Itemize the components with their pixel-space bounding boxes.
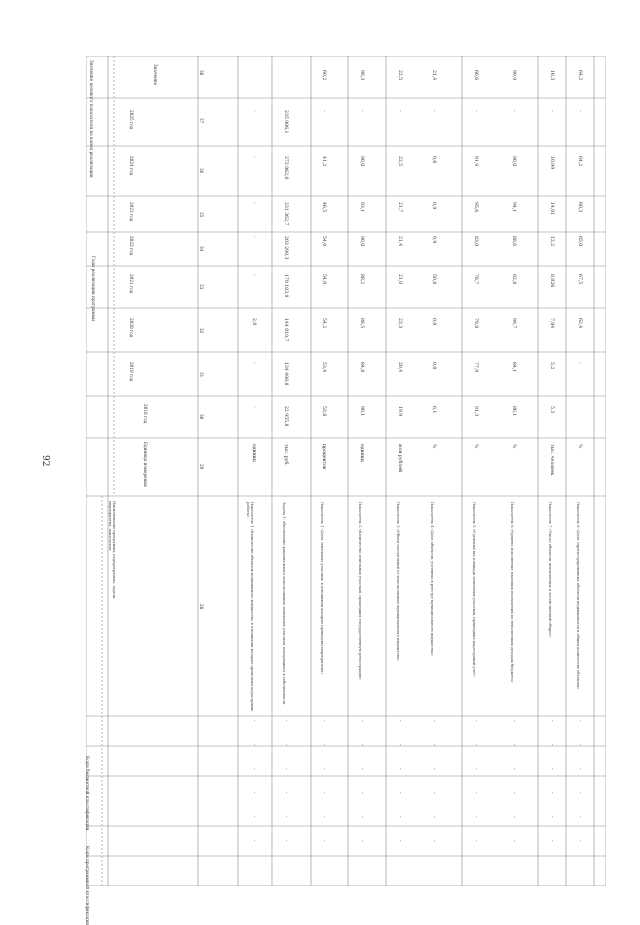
code-cell: -: [431, 744, 436, 746]
code-cell: -: [577, 792, 582, 794]
code-cell: -: [359, 840, 364, 842]
year-header: 2021 год: [129, 274, 134, 294]
year-value-cell: 235 906,1: [283, 110, 288, 134]
year-2018-cell: 5,3: [549, 406, 554, 414]
target-value-cell: 16,3: [549, 70, 554, 81]
code-cell: -: [431, 720, 436, 722]
table-grid: [86, 56, 606, 886]
code-cell: -: [577, 720, 582, 722]
year-value-cell: -: [549, 110, 554, 112]
year-value-cell: 83,0: [473, 236, 478, 247]
program-table: [85, 56, 606, 925]
year-value-cell: 0,9: [431, 236, 436, 244]
code-cell: -: [577, 840, 582, 842]
col-number: 36: [199, 168, 204, 174]
year-value-cell: 134 498,8: [283, 362, 288, 386]
code-cell: -: [473, 720, 478, 722]
year-2018-cell: 6,1: [431, 406, 436, 414]
year-value-cell: -: [359, 110, 364, 112]
unit-cell: единиц: [359, 444, 364, 462]
year-value-cell: 90,0: [359, 156, 364, 167]
page-number: 92: [40, 455, 50, 467]
year-value-cell: -: [577, 362, 582, 364]
code-cell: -: [511, 840, 516, 842]
years-group-header: Годы реализации программы: [91, 256, 96, 322]
code-cell: -: [251, 840, 256, 842]
year-2018-cell: 91,3: [473, 406, 478, 417]
target-value-cell: 66,6: [473, 70, 478, 81]
code-cell: -: [397, 840, 402, 842]
col-number: 30: [199, 414, 204, 420]
col-number: 37: [199, 118, 204, 124]
year-value-cell: -: [251, 236, 256, 238]
indicator-name-cell: Задача 1: обеспечение рационального использования земельных участков, находящихся в собственности: [282, 502, 286, 705]
col-number: 33: [199, 284, 204, 290]
code-cell: -: [283, 744, 288, 746]
year-value-cell: 21,4: [397, 236, 402, 247]
year-value-cell: 22,5: [397, 156, 402, 167]
indicator-name-cell: Показатель 1 «Доля земельных участков, в отношении которых проведены мероприятия»: [320, 502, 324, 675]
code-cell: -: [549, 816, 554, 818]
code-cell: -: [251, 744, 256, 746]
col-number: 29: [199, 464, 204, 470]
code-cell: -: [251, 816, 256, 818]
target-block-header: Значение целевого показателя на конец реализации: [89, 60, 94, 178]
code-cell: -: [251, 768, 256, 770]
code-cell: -: [321, 768, 326, 770]
target-value-cell: 22,5: [397, 70, 402, 81]
year-value-cell: 93,1: [359, 202, 364, 213]
year-value-cell: 88,5: [359, 318, 364, 329]
code-cell: -: [549, 744, 554, 746]
code-cell: -: [359, 768, 364, 770]
col-number: 38: [199, 70, 204, 76]
code-cell: -: [251, 792, 256, 794]
code-cell: -: [511, 816, 516, 818]
year-header: 2023 год: [129, 202, 134, 222]
year-value-cell: 12,2: [549, 236, 554, 247]
code-cell: -: [473, 768, 478, 770]
year-value-cell: 272 062,0: [283, 156, 288, 180]
col-number: 32: [199, 328, 204, 334]
year-value-cell: -: [473, 110, 478, 112]
unit-cell: тыс. руб.: [283, 444, 288, 466]
unit-cell: единиц: [251, 444, 256, 462]
year-value-cell: -: [251, 110, 256, 112]
code-cell: -: [321, 744, 326, 746]
indicator-name-cell: Показатель 7 «Число объектов, вовлеченных в хозяйственный оборот»: [548, 502, 552, 638]
year-value-cell: 203 299,3: [283, 236, 288, 260]
year-2018-cell: 53,8: [321, 406, 326, 417]
year-2018-cell: -: [251, 406, 256, 408]
year-value-cell: 23,3: [397, 318, 402, 329]
year-header: 2022 год: [129, 236, 134, 256]
year-value-cell: 65,0: [577, 236, 582, 247]
year-value-cell: 179 183,9: [283, 274, 288, 298]
indicator-name-cell: Показатель 1 «Количество объектов недвижимого имущества, в отношении которых проведены кадастровые работы»: [245, 502, 254, 712]
indicator-name-header: Наименование программы, подпрограммы, задачи, мероприятия, показателя: [107, 501, 116, 600]
code-cell: -: [549, 840, 554, 842]
year-2018-cell: 22 955,8: [283, 406, 288, 427]
year-value-cell: 95,6: [473, 202, 478, 213]
unit-cell: %: [473, 444, 478, 449]
year-value-cell: 41,2: [321, 156, 326, 167]
year-value-cell: 0,9: [431, 202, 436, 210]
code-cell: -: [283, 816, 288, 818]
indicator-name-cell: Показатель 5 «Удельный вес площади земельных участков, прошедших кадастровый учет»: [472, 502, 476, 678]
year-value-cell: 20,4: [397, 362, 402, 373]
code-cell: -: [511, 768, 516, 770]
year-value-cell: 53,4: [321, 362, 326, 373]
code-cell: -: [473, 792, 478, 794]
year-header: 2019 год: [129, 362, 134, 382]
year-value-cell: -: [251, 156, 256, 158]
target-value-cell: 60,2: [321, 70, 326, 81]
year-value-cell: 78,7: [473, 274, 478, 285]
indicator-name-cell: Показатель 4 «Доля объектов, учтенных в реестре муниципального имущества»: [430, 502, 434, 656]
unit-header: Единица измерения: [143, 442, 148, 487]
year-value-cell: 82,8: [511, 274, 516, 285]
year-value-cell: 62,4: [577, 318, 582, 329]
year-2018-cell: 90,1: [359, 406, 364, 417]
code-cell: -: [397, 792, 402, 794]
code-cell: -: [359, 792, 364, 794]
code-cell: -: [321, 840, 326, 842]
code-cell: -: [359, 720, 364, 722]
year-value-cell: 54,2: [321, 318, 326, 329]
year-value-cell: 0,6: [431, 156, 436, 164]
code-cell: -: [549, 792, 554, 794]
year-value-cell: 144 019,7: [283, 318, 288, 342]
code-cell: -: [577, 744, 582, 746]
unit-cell: %: [431, 444, 436, 449]
year-value-cell: 90,0: [359, 236, 364, 247]
code-cell: -: [511, 792, 516, 794]
left-group-bottom-header: Коды программной классификации: [85, 846, 90, 925]
year-value-cell: -: [251, 362, 256, 364]
year-value-cell: 94,1: [511, 202, 516, 213]
year-value-cell: -: [577, 110, 582, 112]
year-value-cell: -: [511, 110, 516, 112]
code-cell: -: [397, 744, 402, 746]
year-value-cell: 21,0: [397, 274, 402, 285]
indicator-name-cell: Показатель 6 «Уровень исполнения плановых назначений по неналоговым доходам бюджета»: [510, 502, 514, 684]
col-number: 34: [199, 246, 204, 252]
unit-cell: процентов: [321, 444, 326, 470]
year-value-cell: 0,0: [431, 362, 436, 370]
unit-cell: %: [511, 444, 516, 449]
year-2018-cell: 19,9: [397, 406, 402, 417]
year-header: 2020 год: [129, 318, 134, 338]
year-header: 2025 год: [129, 110, 134, 130]
year-value-cell: 64,2: [577, 156, 582, 167]
year-value-cell: 5,2: [549, 362, 554, 370]
target-value-cell: 98,3: [359, 70, 364, 81]
code-cell: -: [577, 816, 582, 818]
year-value-cell: 0,0: [431, 318, 436, 326]
indicator-name-cell: Показатель 2 «Количество земельных участков, прошедших государственную регистрацию»: [358, 502, 362, 681]
left-group-top-header: Коды бюджетной классификации: [85, 756, 90, 831]
year-value-cell: -: [397, 110, 402, 112]
target-value-cell: 99,9: [511, 70, 516, 81]
unit-cell: тыс. человек: [549, 444, 554, 476]
year-value-cell: 231 362,7: [283, 202, 288, 226]
year-value-cell: 67,5: [577, 274, 582, 285]
year-header: 2024 год: [129, 156, 134, 176]
col-number: 28: [199, 604, 204, 610]
code-cell: -: [251, 720, 256, 722]
year-value-cell: 54,0: [321, 274, 326, 285]
code-cell: -: [359, 816, 364, 818]
year-value-cell: 88,2: [359, 274, 364, 285]
code-cell: -: [511, 744, 516, 746]
year-value-cell: 2,0: [251, 318, 256, 326]
year-value-cell: -: [321, 110, 326, 112]
target-value-header: Значение: [153, 64, 158, 86]
year-value-cell: 60,3: [577, 202, 582, 213]
code-cell: -: [283, 720, 288, 722]
code-cell: -: [511, 720, 516, 722]
year-value-cell: 21,7: [397, 202, 402, 213]
code-cell: -: [473, 840, 478, 842]
year-value-cell: -: [251, 274, 256, 276]
year-value-cell: 84,8: [359, 362, 364, 373]
year-value-cell: 50,8: [431, 274, 436, 285]
year-value-cell: 84,1: [511, 362, 516, 373]
code-cell: -: [431, 840, 436, 842]
year-value-cell: 14,01: [549, 202, 554, 216]
code-cell: -: [283, 840, 288, 842]
code-cell: -: [397, 768, 402, 770]
year-value-cell: 46,5: [321, 202, 326, 213]
code-cell: -: [577, 768, 582, 770]
year-value-cell: 79,8: [473, 318, 478, 329]
code-cell: -: [321, 792, 326, 794]
code-cell: -: [473, 744, 478, 746]
indicator-name-cell: Показатель 8 «Доля зарегистрированных объектов недвижимости в общем количестве объектов»: [576, 502, 580, 690]
year-value-cell: -: [251, 202, 256, 204]
col-number: 35: [199, 212, 204, 218]
year-2018-cell: 86,1: [511, 406, 516, 417]
year-2018-header: 2018 год: [143, 404, 148, 424]
year-value-cell: 99,7: [511, 318, 516, 329]
year-value-cell: 54,0: [321, 236, 326, 247]
code-cell: -: [431, 768, 436, 770]
col-number: 31: [199, 372, 204, 378]
year-value-cell: -: [431, 110, 436, 112]
code-cell: -: [397, 816, 402, 818]
code-cell: -: [549, 720, 554, 722]
code-cell: -: [283, 768, 288, 770]
code-cell: -: [359, 744, 364, 746]
code-cell: -: [549, 768, 554, 770]
year-value-cell: 8,026: [549, 274, 554, 288]
year-value-cell: 90,0: [511, 156, 516, 167]
target-value-cell: 64,2: [577, 70, 582, 81]
code-cell: -: [397, 720, 402, 722]
code-cell: -: [321, 720, 326, 722]
indicator-name-cell: Показатель 3 «Объем поступлений от использования муниципального имущества»: [396, 502, 400, 662]
year-value-cell: 88,6: [511, 236, 516, 247]
unit-cell: млн рублей: [397, 444, 402, 473]
year-value-cell: 10,99: [549, 156, 554, 170]
year-value-cell: 91,9: [473, 156, 478, 167]
code-cell: -: [283, 792, 288, 794]
target-value-cell: 21,4: [431, 70, 436, 81]
code-cell: -: [473, 816, 478, 818]
year-value-cell: 77,9: [473, 362, 478, 373]
code-cell: -: [431, 792, 436, 794]
code-cell: -: [431, 816, 436, 818]
code-cell: -: [321, 816, 326, 818]
year-value-cell: 7,04: [549, 318, 554, 329]
unit-cell: %: [577, 444, 582, 449]
